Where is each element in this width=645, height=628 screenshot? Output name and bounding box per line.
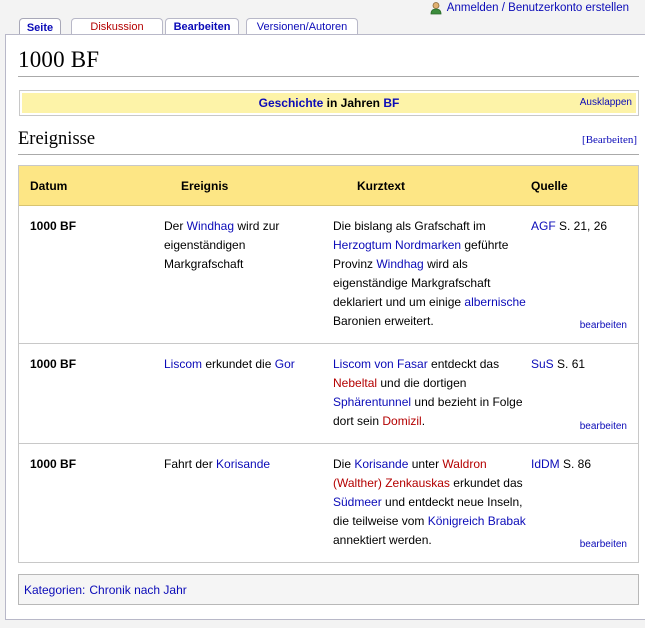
section-heading: Ereignisse <box>18 129 96 149</box>
link-korisande-text[interactable]: Korisande <box>354 457 409 471</box>
table-row <box>19 345 638 444</box>
row-source: SuS S. 61 <box>531 357 586 371</box>
link-korisande[interactable]: Korisande <box>216 457 271 471</box>
header-source: Quelle <box>531 179 568 193</box>
link-liscom-von-fasar[interactable]: Liscom von Fasar <box>333 357 428 371</box>
section-edit-link[interactable]: [Bearbeiten] <box>582 134 637 146</box>
link-windhag-text[interactable]: Windhag <box>376 257 424 271</box>
tab-edit[interactable]: Bearbeiten <box>165 18 239 35</box>
navbox-toggle-button[interactable]: Ausklappen <box>579 97 632 108</box>
content-panel <box>5 34 645 620</box>
row-event: Der Windhag wird zur eigenständigen Markgrafschaft <box>164 219 280 271</box>
category-link[interactable]: Chronik nach Jahr <box>89 582 187 597</box>
tab-page[interactable]: Seite <box>19 18 61 36</box>
title-divider <box>18 76 639 77</box>
link-domizil[interactable]: Domizil <box>382 414 422 428</box>
link-nebeltal[interactable]: Nebeltal <box>333 376 378 390</box>
link-sphaerentunnel[interactable]: Sphärentunnel <box>333 395 412 409</box>
row-edit-link[interactable]: bearbeiten <box>579 421 627 432</box>
row-text: Die bislang als Grafschaft im Herzogtum Nordmarken geführte Provinz Windhag wird als eigenständige Markgrafschaft deklariert und um einige albernische Baronien erweitert. <box>333 219 526 328</box>
header-event: Ereignis <box>181 179 229 193</box>
table-row <box>19 207 638 344</box>
link-source-agf[interactable]: AGF <box>531 219 556 233</box>
row-text: Liscom von Fasar entdeckt das Nebeltal und die dortigen Sphärentunnel und bezieht in Folge dort sein Domizil. <box>333 357 523 428</box>
row-text: Die Korisande unter Waldron (Walther) Zenkauskas erkundet das Südmeer und entdeckt neue Inseln, die teilweise vom Königreich Brabak annektiert werden. <box>333 457 526 547</box>
link-source-sus[interactable]: SuS <box>531 357 554 371</box>
link-koenigreich-brabak[interactable]: Königreich Brabak <box>427 514 526 528</box>
header-date: Datum <box>30 179 68 193</box>
row-date: 1000 BF <box>30 357 77 371</box>
navbox-link-history[interactable]: Geschichte <box>258 96 324 110</box>
tab-discussion[interactable]: Diskussion <box>71 18 163 35</box>
row-source: IdDM S. 86 <box>531 457 592 471</box>
link-source-iddm[interactable]: IdDM <box>531 457 560 471</box>
user-icon <box>430 2 442 15</box>
row-edit-link[interactable]: bearbeiten <box>579 539 627 550</box>
header-text: Kurztext <box>357 179 406 193</box>
link-windhag[interactable]: Windhag <box>186 219 235 233</box>
navbox-title <box>22 93 636 113</box>
categories-label[interactable]: Kategorien: <box>24 582 86 597</box>
navbox-text: in Jahren <box>323 96 384 110</box>
row-event: Liscom erkundet die Gor <box>164 357 295 371</box>
table-row <box>19 445 638 562</box>
navbox <box>19 90 639 116</box>
row-date: 1000 BF <box>30 219 77 233</box>
table-header <box>19 166 638 206</box>
link-gor[interactable]: Gor <box>274 357 295 371</box>
row-event: Fahrt der Korisande <box>164 457 271 471</box>
link-liscom[interactable]: Liscom <box>164 357 203 371</box>
login-link[interactable]: Anmelden / Benutzerkonto erstellen <box>446 2 629 14</box>
section-divider <box>18 154 639 155</box>
link-suedmeer[interactable]: Südmeer <box>333 495 382 509</box>
user-bar <box>430 0 629 16</box>
row-edit-link[interactable]: bearbeiten <box>579 320 627 331</box>
page-title: 1000 BF <box>18 47 100 72</box>
events-table <box>18 165 639 563</box>
row-source: AGF S. 21, 26 <box>531 219 608 233</box>
navbox-link-bf[interactable]: BF <box>383 96 400 110</box>
category-box <box>18 574 639 605</box>
row-date: 1000 BF <box>30 457 77 471</box>
link-herzogtum-nordmarken[interactable]: Herzogtum Nordmarken <box>333 238 462 252</box>
tab-history[interactable]: Versionen/Autoren <box>246 18 358 35</box>
link-albernische[interactable]: albernische <box>464 295 526 309</box>
link-waldron-zenkauskas[interactable]: Waldron (Walther) Zenkauskas <box>333 457 487 490</box>
